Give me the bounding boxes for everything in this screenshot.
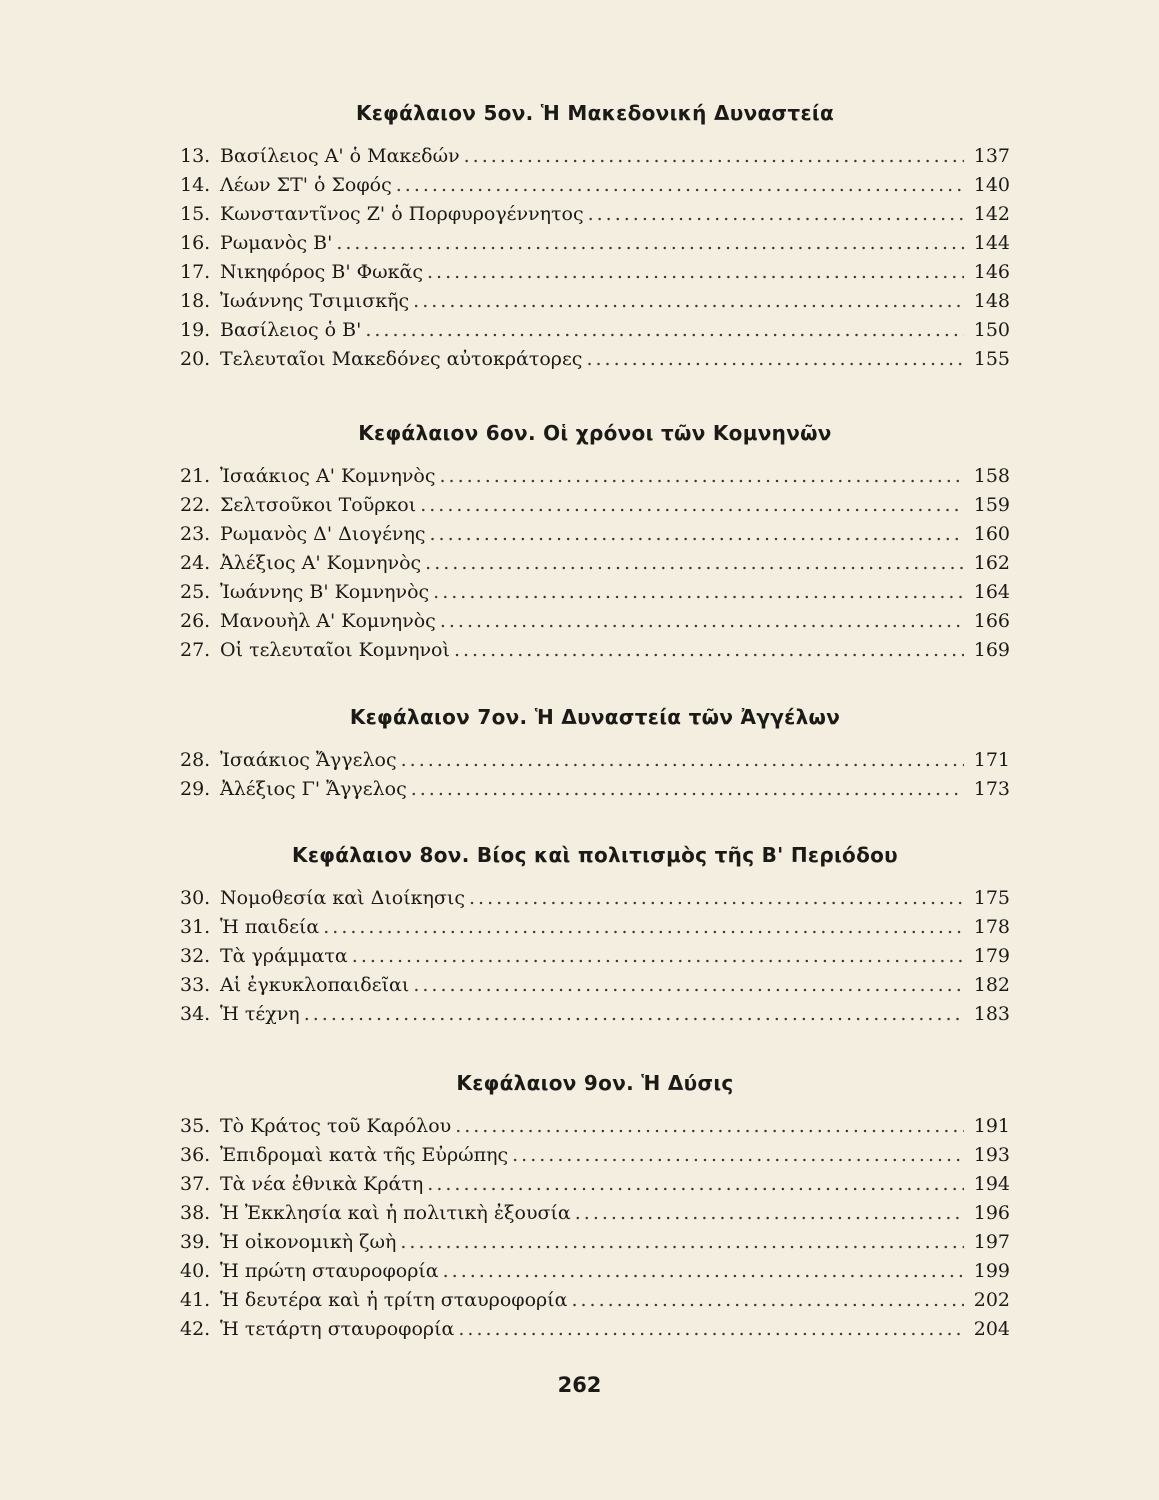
entry-page: 193 (973, 1144, 1010, 1166)
entry-number: 20. (180, 348, 211, 370)
toc-entry (180, 200, 1010, 229)
dot-leader (427, 1170, 963, 1199)
toc-entry (180, 1000, 1010, 1029)
entry-number: 39. (180, 1231, 211, 1253)
entry-title: Ἡ Ἐκκλησία καὶ ἡ πολιτικὴ ἐξουσία (220, 1202, 571, 1224)
entry-page: 150 (973, 319, 1010, 341)
entry-page: 179 (973, 945, 1010, 967)
chapter-7-section (180, 702, 1010, 804)
entry-title: Βασίλειος ὁ Β' (220, 319, 362, 341)
dot-leader (588, 200, 964, 229)
entry-page: 160 (973, 523, 1010, 545)
entry-title: Ἡ δευτέρα καὶ ἡ τρίτη σταυροφορία (220, 1289, 568, 1311)
entry-number: 23. (180, 523, 211, 545)
dot-leader (443, 1257, 964, 1286)
entry-page: 178 (973, 916, 1010, 938)
entry-number: 30. (180, 887, 211, 909)
entry-number: 25. (180, 581, 211, 603)
entry-page: 182 (973, 974, 1010, 996)
entry-page: 171 (973, 749, 1010, 771)
entry-title: Βασίλειος Α' ὁ Μακεδών (220, 145, 460, 167)
entry-number: 17. (180, 261, 211, 283)
entry-title: Τὰ γράμματα (220, 945, 348, 967)
entry-title: Ρωμανὸς Β' (220, 232, 333, 254)
entry-title: Νομοθεσία καὶ Διοίκησις (220, 887, 465, 909)
entry-title: Τὸ Κράτος τοῦ Καρόλου (220, 1115, 452, 1137)
entry-page: 146 (973, 261, 1010, 283)
dot-leader (400, 1228, 963, 1257)
entry-title: Λέων ΣΤ' ὁ Σοφός (220, 174, 392, 196)
entry-title: Ἡ παιδεία (220, 916, 320, 938)
dot-leader (469, 884, 964, 913)
entry-number: 40. (180, 1260, 211, 1282)
entry-title: Ἡ τέχνη (220, 1003, 300, 1025)
entry-title: Σελτσοῦκοι Τοῦρκοι (220, 494, 417, 516)
entry-page: 140 (973, 174, 1010, 196)
toc-entry (180, 1228, 1010, 1257)
dot-leader (413, 971, 963, 1000)
chapter-6-section (180, 418, 1010, 665)
entry-page: 137 (973, 145, 1010, 167)
entry-page: 196 (973, 1202, 1010, 1224)
entry-page: 164 (973, 581, 1010, 603)
toc-entry (180, 491, 1010, 520)
entry-page: 142 (973, 203, 1010, 225)
chapter-9-section (180, 1068, 1010, 1344)
entry-page: 197 (973, 1231, 1010, 1253)
entry-page: 202 (973, 1289, 1010, 1311)
entry-number: 33. (180, 974, 211, 996)
toc-entry (180, 913, 1010, 942)
toc-entry (180, 636, 1010, 665)
entry-title: Ἰωάννης Τσιμισκῆς (220, 290, 410, 312)
toc-entry (180, 345, 1010, 374)
toc-entry (180, 578, 1010, 607)
dot-leader (512, 1141, 964, 1170)
dot-leader (413, 287, 964, 316)
dot-leader (425, 549, 964, 578)
entry-number: 34. (180, 1003, 211, 1025)
entry-title: Ἡ οἰκονομικὴ ζωὴ (220, 1231, 397, 1253)
entry-title: Τὰ νέα ἐθνικὰ Κράτη (220, 1173, 424, 1195)
dot-leader (323, 913, 964, 942)
dot-leader (458, 1315, 963, 1344)
dot-leader (433, 578, 964, 607)
entry-title: Οἱ τελευταῖοι Κομνηνοὶ (220, 639, 450, 661)
entry-number: 18. (180, 290, 211, 312)
entry-page: 155 (973, 348, 1010, 370)
toc-entry (180, 746, 1010, 775)
entry-title: Τελευταῖοι Μακεδόνες αὐτοκράτορες (220, 348, 583, 370)
dot-leader (455, 1112, 964, 1141)
entry-number: 26. (180, 610, 211, 632)
entry-page: 159 (973, 494, 1010, 516)
entry-page: 166 (973, 610, 1010, 632)
entry-title: Νικηφόρος Β' Φωκᾶς (220, 261, 424, 283)
dot-leader (401, 746, 964, 775)
entry-title: Κωνσταντῖνος Ζ' ὁ Πορφυρογέννητος (220, 203, 584, 225)
entry-number: 32. (180, 945, 211, 967)
entry-title: Ἰωάννης Β' Κομνηνὸς (220, 581, 430, 603)
toc-entry (180, 1286, 1010, 1315)
dot-leader (575, 1199, 964, 1228)
toc-entry (180, 549, 1010, 578)
entry-number: 22. (180, 494, 211, 516)
chapter-heading: Κεφάλαιον 7ον. Ἡ Δυναστεία τῶν Ἀγγέλων (349, 705, 841, 729)
entry-page: 169 (973, 639, 1010, 661)
dot-leader (430, 520, 964, 549)
entry-title: Ἰσαάκιος Ἄγγελος (220, 749, 397, 771)
dot-leader (352, 942, 964, 971)
entry-number: 31. (180, 916, 211, 938)
toc-entry (180, 1112, 1010, 1141)
entry-number: 37. (180, 1173, 211, 1195)
entry-number: 38. (180, 1202, 211, 1224)
chapter-8-section (180, 840, 1010, 1029)
toc-entry (180, 942, 1010, 971)
entry-number: 19. (180, 319, 211, 341)
entry-page: 158 (973, 465, 1010, 487)
entry-number: 42. (180, 1318, 211, 1340)
chapter-heading: Κεφάλαιον 5ον. Ἡ Μακεδονική Δυναστεία (355, 101, 835, 125)
chapter-heading: Κεφάλαιον 6ον. Οἱ χρόνοι τῶν Κομνηνῶν (358, 421, 832, 445)
entry-page: 191 (973, 1115, 1010, 1137)
entry-number: 16. (180, 232, 211, 254)
dot-leader (427, 258, 964, 287)
toc-entry (180, 1170, 1010, 1199)
entry-number: 21. (180, 465, 211, 487)
entry-page: 199 (973, 1260, 1010, 1282)
dot-leader (396, 171, 964, 200)
dot-leader (440, 462, 964, 491)
entry-title: Αἱ ἐγκυκλοπαιδεῖαι (220, 974, 410, 996)
entry-page: 204 (973, 1318, 1010, 1340)
entry-number: 14. (180, 174, 211, 196)
toc-entry (180, 462, 1010, 491)
entry-page: 175 (973, 887, 1010, 909)
dot-leader (420, 491, 964, 520)
toc-entry (180, 775, 1010, 804)
chapter-5-section (180, 98, 1010, 374)
dot-leader (586, 345, 963, 374)
entry-title: Ἡ τετάρτη σταυροφορία (220, 1318, 455, 1340)
dot-leader (411, 775, 964, 804)
toc-entry (180, 229, 1010, 258)
entry-page: 173 (973, 778, 1010, 800)
entry-page: 162 (973, 552, 1010, 574)
entry-number: 36. (180, 1144, 211, 1166)
dot-leader (571, 1286, 963, 1315)
dot-leader (440, 607, 964, 636)
toc-entry (180, 1257, 1010, 1286)
entry-title: Ἀλέξιος Α' Κομνηνὸς (220, 552, 422, 574)
toc-entry (180, 1315, 1010, 1344)
toc-entry (180, 316, 1010, 345)
toc-entry (180, 884, 1010, 913)
entry-number: 41. (180, 1289, 211, 1311)
chapter-heading: Κεφάλαιον 9ον. Ἡ Δύσις (456, 1071, 734, 1095)
toc-entry (180, 1199, 1010, 1228)
toc-entry (180, 287, 1010, 316)
entry-number: 29. (180, 778, 211, 800)
entry-title: Ἀλέξιος Γ' Ἄγγελος (220, 778, 407, 800)
dot-leader (464, 142, 964, 171)
toc-entry (180, 971, 1010, 1000)
entry-page: 144 (973, 232, 1010, 254)
toc-entry (180, 171, 1010, 200)
entry-number: 27. (180, 639, 211, 661)
entry-number: 24. (180, 552, 211, 574)
chapter-heading: Κεφάλαιον 8ον. Βίος καὶ πολιτισμὸς τῆς Β' Περιόδου (292, 843, 898, 867)
entry-page: 148 (973, 290, 1010, 312)
dot-leader (304, 1000, 964, 1029)
entry-title: Ρωμανὸς Δ' Διογένης (220, 523, 426, 545)
entry-page: 194 (973, 1173, 1010, 1195)
entry-number: 28. (180, 749, 211, 771)
entry-title: Ἐπιδρομαὶ κατὰ τῆς Εὐρώπης (220, 1144, 509, 1166)
entry-page: 183 (973, 1003, 1010, 1025)
dot-leader (454, 636, 964, 665)
toc-entry (180, 520, 1010, 549)
entry-title: Ἡ πρώτη σταυροφορία (220, 1260, 439, 1282)
page-number: 262 (557, 1373, 602, 1397)
entry-number: 13. (180, 145, 211, 167)
entry-number: 35. (180, 1115, 211, 1137)
entry-number: 15. (180, 203, 211, 225)
dot-leader (365, 316, 963, 345)
toc-entry (180, 607, 1010, 636)
entry-title: Ἰσαάκιος Α' Κομνηνὸς (220, 465, 436, 487)
toc-entry (180, 1141, 1010, 1170)
dot-leader (336, 229, 963, 258)
toc-entry (180, 142, 1010, 171)
toc-entry (180, 258, 1010, 287)
entry-title: Μανουὴλ Α' Κομνηνὸς (220, 610, 436, 632)
